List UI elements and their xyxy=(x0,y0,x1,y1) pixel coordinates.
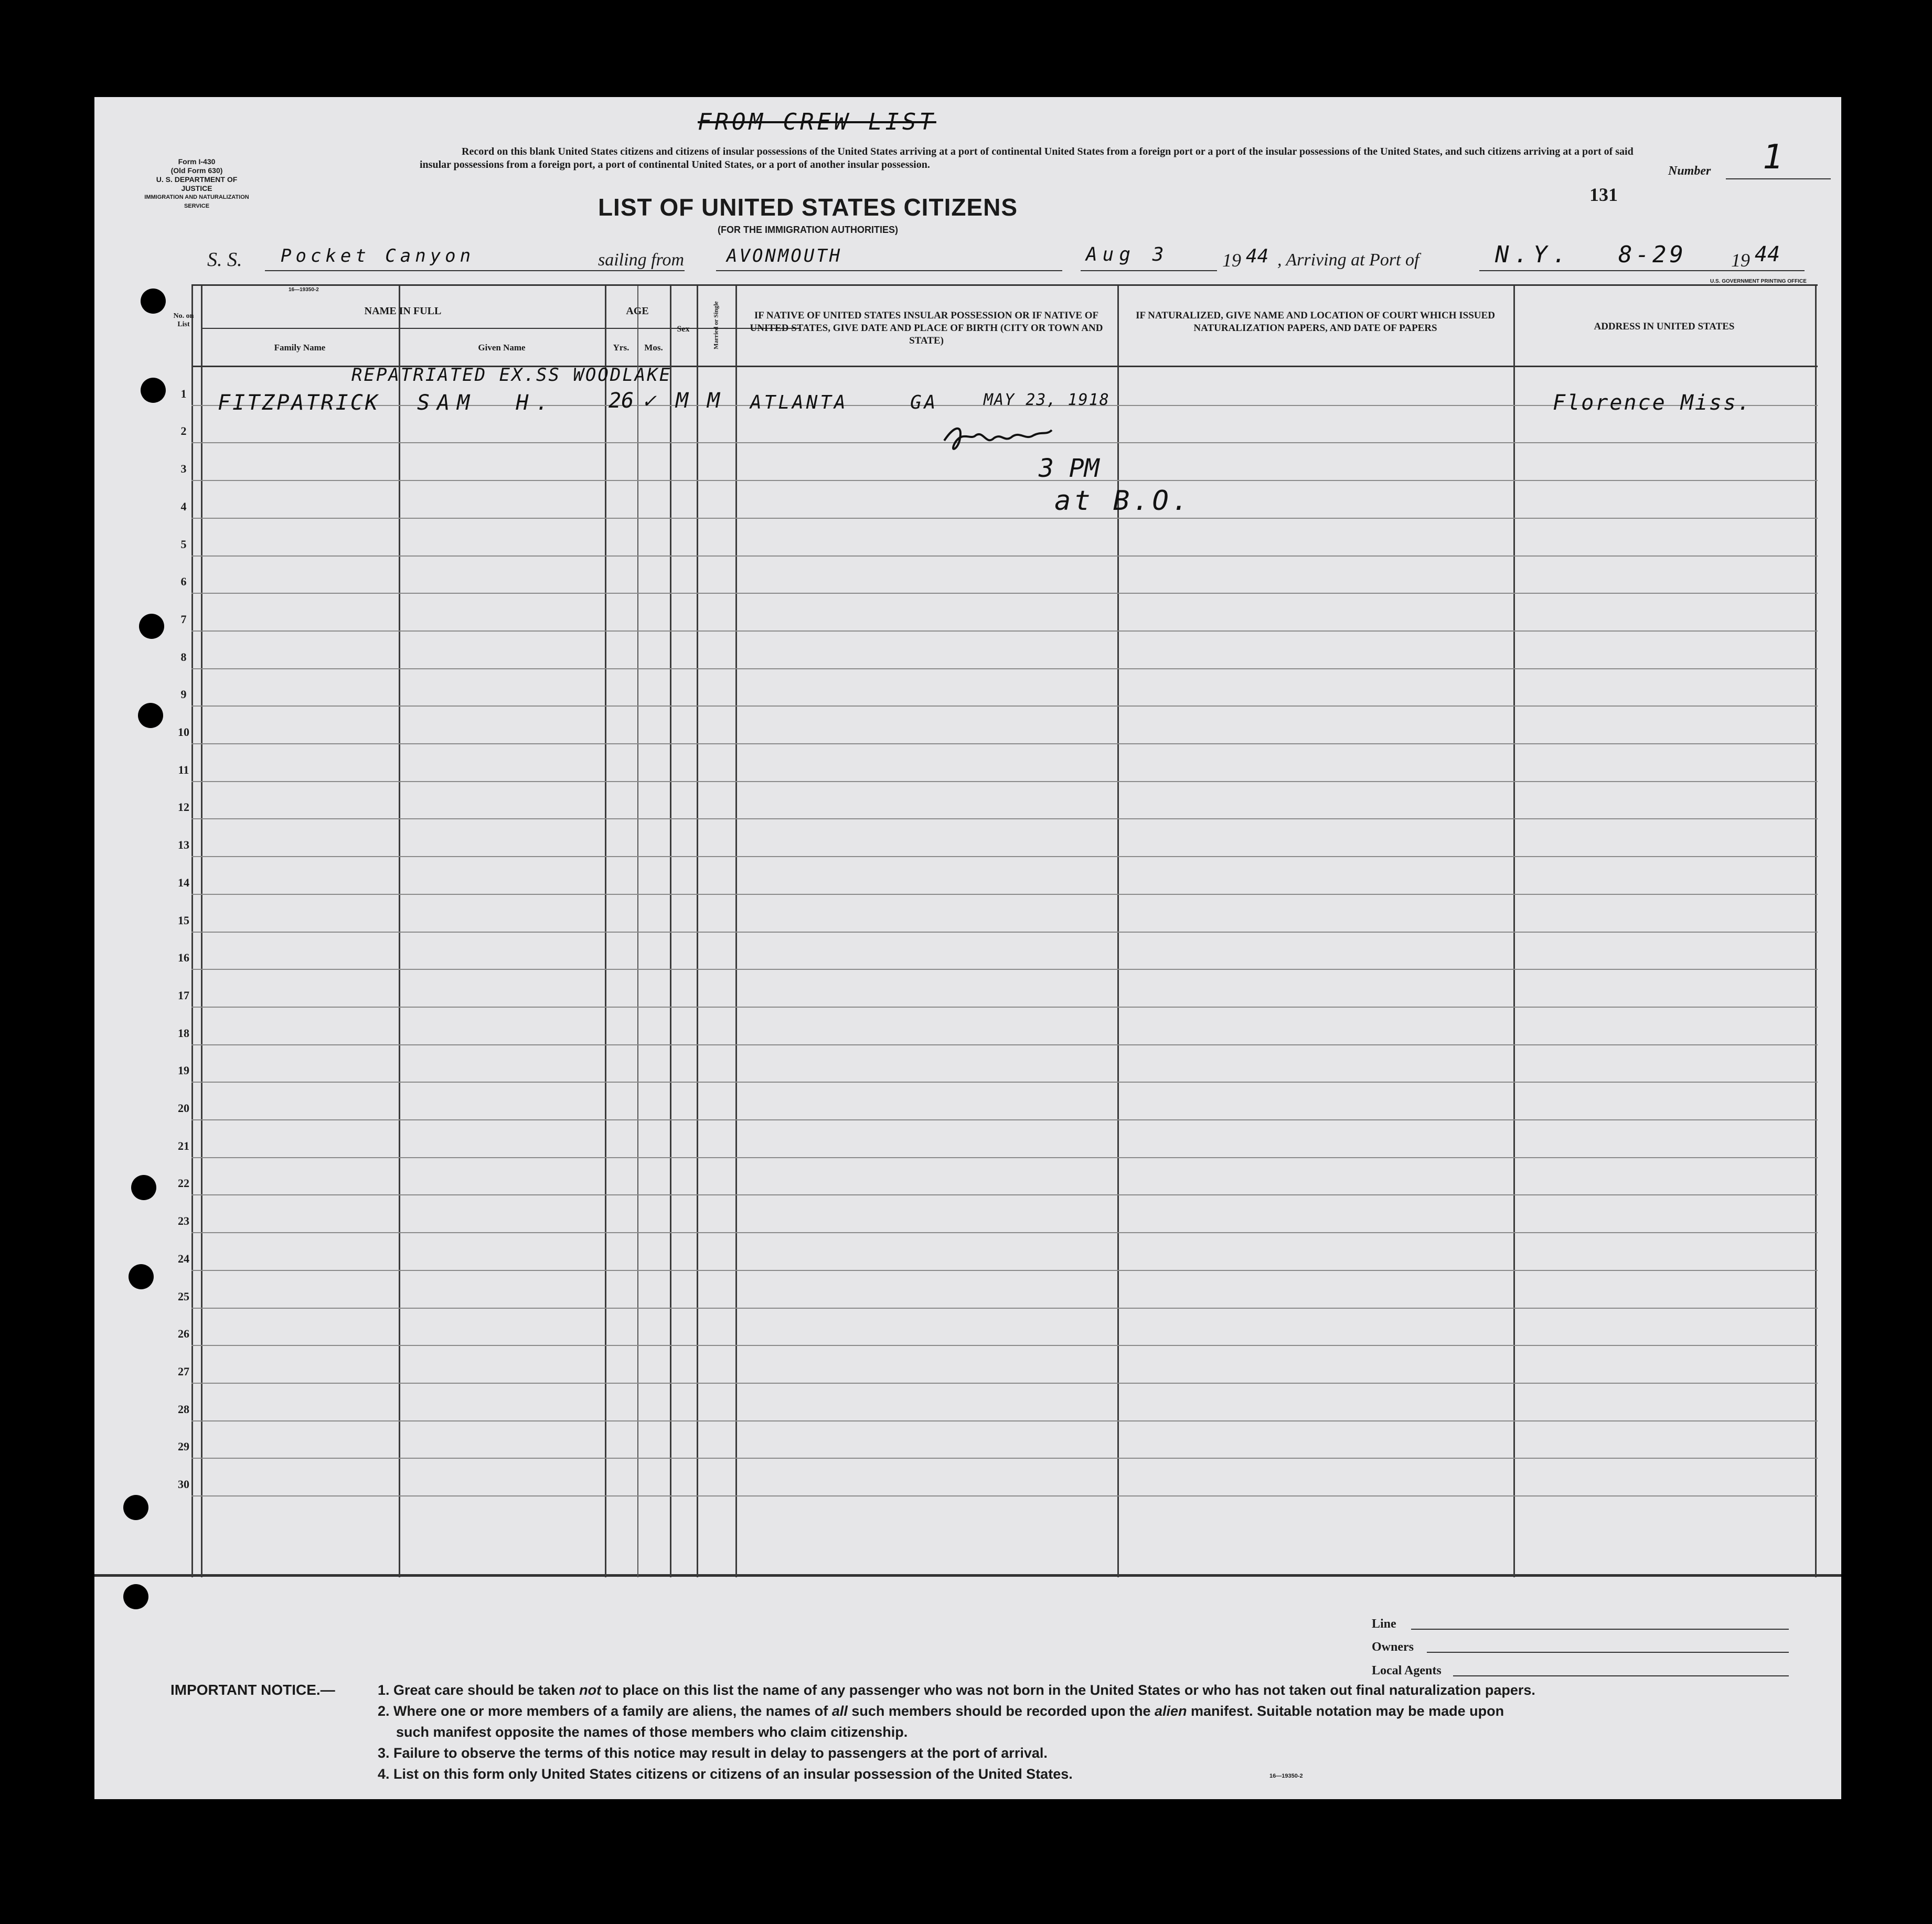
row-rule xyxy=(191,518,1818,519)
sailing-label: sailing from xyxy=(598,250,685,270)
row-number: 13 xyxy=(178,838,189,852)
owners-blank xyxy=(1427,1652,1789,1653)
row-number: 11 xyxy=(178,763,189,776)
entry-family-name: FITZPATRICK xyxy=(218,391,380,415)
form-id: Form I-430 xyxy=(178,157,216,166)
row-number: 10 xyxy=(178,725,189,739)
row-number: 15 xyxy=(178,913,189,927)
row-number: 18 xyxy=(178,1026,189,1040)
agents-label: Local Agents xyxy=(1372,1664,1442,1677)
row-number: 4 xyxy=(180,499,187,513)
arriving-label: , Arriving at Port of xyxy=(1277,250,1419,270)
row-rule xyxy=(191,668,1818,669)
form-instructions: Record on this blank United States citizens and citizens of insular possessions of the United States arriving at a port of continental United States from a foreign port or a port of the insular possessions of the United States, and such citizens arriving at a port of said insular possessions from a foreign port, a port of continental United States, or a port of another insular possession. xyxy=(420,146,1634,170)
row-number: 9 xyxy=(180,688,187,701)
arrival-year: 44 xyxy=(1755,242,1780,266)
row-rule xyxy=(191,1420,1818,1421)
footer-print-code: 16—19350-2 xyxy=(1269,1773,1303,1779)
sailing-from-line xyxy=(716,270,1062,271)
row-number: 8 xyxy=(180,650,187,664)
entry-mos: ✓ xyxy=(643,389,656,413)
row-number: 30 xyxy=(178,1478,189,1491)
row-rule xyxy=(191,894,1818,895)
row-rule xyxy=(191,1119,1818,1120)
row-rule xyxy=(191,593,1818,594)
binder-hole xyxy=(138,703,163,728)
binder-hole xyxy=(123,1495,148,1520)
col-naturalized-header: IF NATURALIZED, GIVE NAME AND LOCATION OF COURT WHICH ISSUED NATURALIZATION PAPERS, AND DATE OF PAPERS xyxy=(1136,310,1495,334)
row-rule xyxy=(191,743,1818,744)
entry-annotation: REPATRIATED EX.SS WOODLAKE xyxy=(351,365,672,386)
entry-birth-date: MAY 23, 1918 xyxy=(984,391,1110,409)
row-rule xyxy=(191,969,1818,970)
binder-hole xyxy=(141,288,166,314)
col-married-header: Married or Single xyxy=(712,301,720,349)
ship-name-line xyxy=(265,270,685,271)
row-rule xyxy=(191,480,1818,481)
row-number: 5 xyxy=(180,537,187,551)
row-number: 28 xyxy=(178,1402,189,1416)
col-age-header: AGE xyxy=(626,305,649,317)
page-title: LIST OF UNITED STATES CITIZENS xyxy=(597,194,1018,221)
entry-address: Florence Miss. xyxy=(1553,391,1752,415)
row-number: 24 xyxy=(178,1252,189,1265)
header-print-code: 16—19350-2 xyxy=(289,287,319,293)
row-number: 26 xyxy=(178,1327,189,1341)
line-blank xyxy=(1411,1629,1789,1630)
number-label: Number xyxy=(1668,164,1711,178)
depart-year-prefix: 19 xyxy=(1222,250,1241,271)
row-number: 29 xyxy=(178,1440,189,1453)
row-rule xyxy=(191,856,1818,857)
binder-hole xyxy=(129,1264,154,1289)
row-rule xyxy=(191,1383,1818,1384)
notice-item-1: 1. Great care should be taken not to place on this list the name of any passenger who was not born in the United States or who has not taken out final naturalization papers. xyxy=(378,1682,1535,1698)
notice-item-4: 4. List on this form only United States citizens or citizens of an insular possession of the United States. xyxy=(378,1766,1073,1782)
row-number: 16 xyxy=(178,951,189,965)
row-rule xyxy=(191,706,1818,707)
row-number: 6 xyxy=(180,575,187,589)
row-number: 27 xyxy=(178,1364,189,1378)
row-rule xyxy=(191,630,1818,632)
page-subtitle: (FOR THE IMMIGRATION AUTHORITIES) xyxy=(718,225,898,235)
row-number: 22 xyxy=(178,1177,189,1190)
stamp-number: 131 xyxy=(1589,184,1618,205)
department: U. S. DEPARTMENT OF JUSTICE xyxy=(156,175,238,193)
row-number: 12 xyxy=(178,800,189,814)
row-rule xyxy=(191,1157,1818,1158)
arrival-port: N.Y. xyxy=(1495,241,1572,268)
note-time: 3 PM xyxy=(1039,454,1100,483)
arrival-date: 8-29 xyxy=(1618,241,1687,268)
row-rule xyxy=(191,1082,1818,1083)
number-line xyxy=(1726,178,1831,179)
entry-birth-city: ATLANTA xyxy=(750,392,848,413)
row-number: 2 xyxy=(180,424,187,438)
number-value: 1 xyxy=(1763,138,1783,177)
table-bottom-rule xyxy=(94,1574,1841,1577)
row-number: 3 xyxy=(180,462,187,476)
row-rule xyxy=(191,1044,1818,1045)
row-number: 1 xyxy=(180,387,187,400)
row-rule xyxy=(191,1458,1818,1459)
binder-hole xyxy=(131,1175,156,1200)
binder-hole xyxy=(141,378,166,403)
entry-yrs: 26 xyxy=(609,389,634,413)
col-no-header: No. on List xyxy=(173,312,194,328)
row-number: 25 xyxy=(178,1289,189,1303)
depart-date: Aug 3 xyxy=(1086,244,1169,265)
col-sex-header: Sex xyxy=(677,325,690,334)
owners-label: Owners xyxy=(1372,1640,1414,1654)
row-rule xyxy=(191,1232,1818,1233)
note-place: at B.O. xyxy=(1054,485,1192,517)
col-given-name-header: Given Name xyxy=(478,343,526,352)
service: IMMIGRATION AND NATURALIZATION SERVICE xyxy=(144,194,249,209)
row-rule xyxy=(191,1308,1818,1309)
old-form: (Old Form 630) xyxy=(170,166,223,175)
binder-hole xyxy=(123,1584,148,1609)
row-rule xyxy=(191,1495,1818,1497)
row-rule xyxy=(191,818,1818,819)
arrival-line xyxy=(1479,270,1805,271)
row-number: 7 xyxy=(180,612,187,626)
table-top-rule xyxy=(191,284,1818,286)
row-number: 17 xyxy=(178,988,189,1002)
sailing-from: AVONMOUTH xyxy=(727,245,842,266)
crossed-out-title: FROM CREW LIST xyxy=(698,109,936,135)
notice-item-2: 2. Where one or more members of a family are aliens, the names of all such members should be recorded upon the alien manifest. Suitable notation may be made upon xyxy=(378,1703,1504,1719)
depart-year: 44 xyxy=(1246,245,1269,267)
entry-given-name: SAM H. xyxy=(417,391,556,415)
row-rule xyxy=(191,932,1818,933)
row-rule xyxy=(191,555,1818,557)
col-name-header: NAME IN FULL xyxy=(364,305,442,317)
row-rule xyxy=(191,1345,1818,1346)
row-rule xyxy=(191,1194,1818,1195)
row-rule xyxy=(191,1007,1818,1008)
entry-sex: M xyxy=(676,389,689,413)
row-number: 20 xyxy=(178,1102,189,1115)
notice-item-2-cont: such manifest opposite the names of those members who claim citizenship. xyxy=(396,1724,908,1740)
row-rule xyxy=(191,1270,1818,1271)
col-address-header: ADDRESS IN UNITED STATES xyxy=(1594,321,1735,332)
notice-item-3: 3. Failure to observe the terms of this notice may result in delay to passengers at the port of arrival. xyxy=(378,1745,1048,1761)
entry-birth-state: GA xyxy=(910,392,938,413)
entry-married: M xyxy=(707,389,720,413)
row-number: 14 xyxy=(178,875,189,889)
agents-blank xyxy=(1453,1675,1789,1676)
col-yrs-header: Yrs. xyxy=(613,343,629,352)
col-birth-header: IF NATIVE OF UNITED STATES INSULAR POSSESSION OR IF NATIVE OF UNITED STATES, GIVE DATE AND PLACE OF BIRTH (CITY OR TOWN AND STATE) xyxy=(750,310,1103,346)
binder-hole xyxy=(139,614,164,639)
row-number: 23 xyxy=(178,1214,189,1228)
depart-date-line xyxy=(1081,270,1217,271)
row-rule xyxy=(191,781,1818,782)
row-number: 19 xyxy=(178,1064,189,1077)
manifest-sheet xyxy=(94,97,1841,1799)
line-label: Line xyxy=(1372,1617,1396,1631)
row-number: 21 xyxy=(178,1139,189,1152)
notice-heading: IMPORTANT NOTICE.— xyxy=(170,1682,335,1698)
ss-label: S. S. xyxy=(207,249,242,271)
printer-credit: U.S. GOVERNMENT PRINTING OFFICE xyxy=(1710,279,1807,284)
col-family-name-header: Family Name xyxy=(274,343,326,352)
col-mos-header: Mos. xyxy=(644,343,663,352)
inspector-signature xyxy=(939,420,1054,456)
ship-name: Pocket Canyon xyxy=(281,245,475,266)
arrival-year-prefix: 19 xyxy=(1731,250,1750,271)
